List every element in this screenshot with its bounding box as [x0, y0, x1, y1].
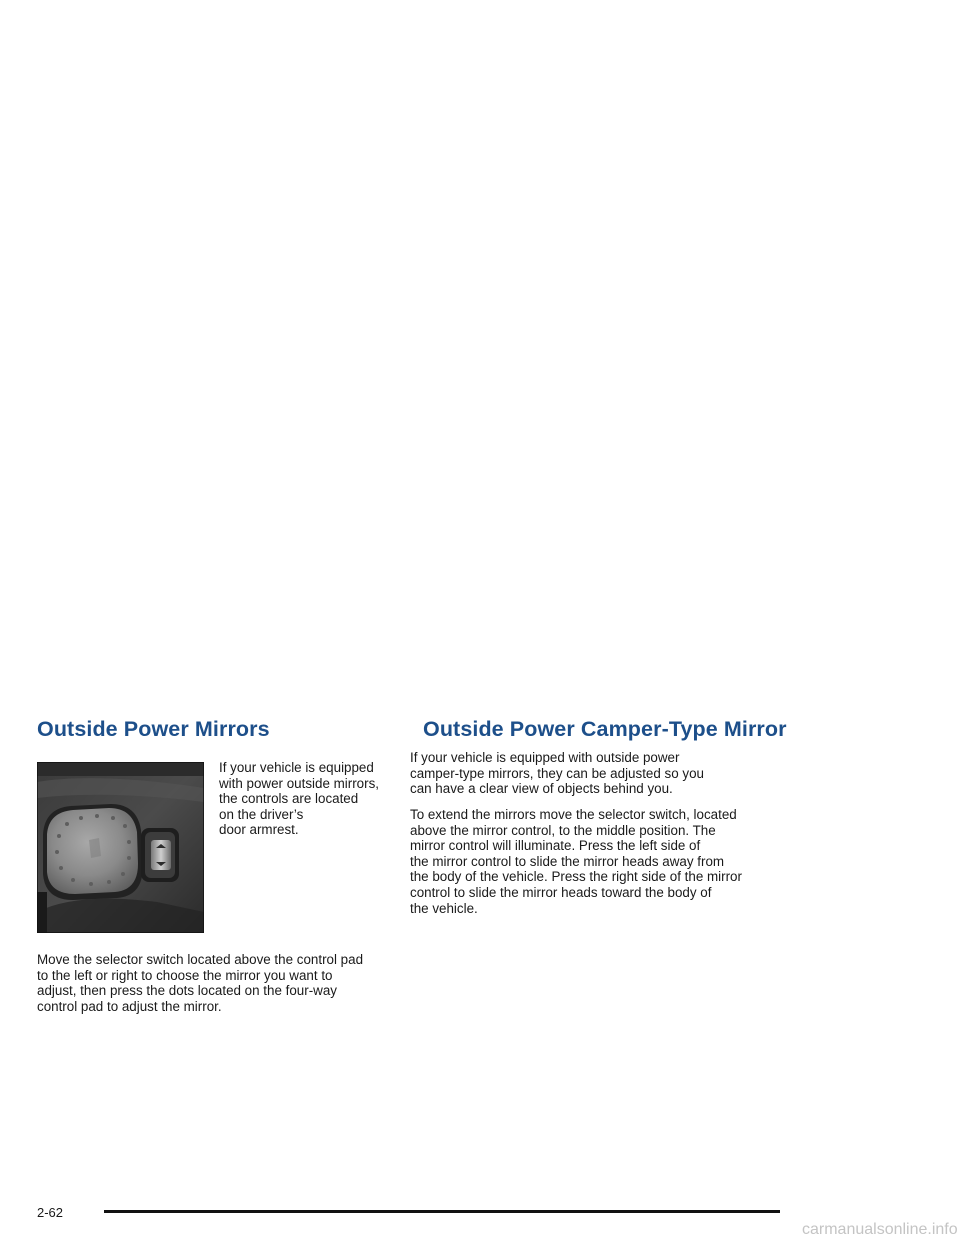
text-line: adjust, then press the dots located on the four-way [37, 983, 337, 999]
section-title-outside-power-mirrors: Outside Power Mirrors [37, 717, 270, 741]
watermark: carmanualsonline.info [802, 1221, 958, 1238]
camper-mirror-extend-paragraph [410, 807, 742, 916]
text-line: camper-type mirrors, they can be adjusted so you [410, 765, 704, 781]
text-line: on the driver’s [219, 806, 304, 822]
text-line: above the mirror control, to the middle position. The [410, 822, 716, 838]
selector-switch-paragraph [37, 952, 363, 1014]
mirror-intro-paragraph [219, 760, 379, 838]
text-line: the vehicle. [410, 900, 478, 916]
text-line: the body of the vehicle. Press the right side of the mirror [410, 869, 742, 885]
text-line: with power outside mirrors, [219, 775, 379, 791]
text-line: the mirror control to slide the mirror heads away from [410, 853, 725, 869]
camper-mirror-intro-paragraph [410, 750, 704, 797]
text-line: to the left or right to choose the mirror you want to [37, 967, 333, 983]
text-line: can have a clear view of objects behind you. [410, 781, 673, 797]
section-title-camper-mirror: Outside Power Camper-Type Mirror [423, 717, 787, 741]
text-line: If your vehicle is equipped [219, 760, 374, 775]
text-line: To extend the mirrors move the selector switch, located [410, 807, 737, 822]
text-line: the controls are located [219, 791, 359, 807]
footer-divider [104, 1210, 780, 1213]
text-line: door armrest. [219, 822, 299, 838]
text-line: mirror control will illuminate. Press the left side of [410, 838, 701, 854]
text-line: control pad to adjust the mirror. [37, 998, 222, 1014]
text-line: Move the selector switch located above the control pad [37, 952, 364, 967]
text-line: If your vehicle is equipped with outside power [410, 750, 680, 765]
page-number: 2-62 [37, 1205, 64, 1220]
mirror-control-photo [37, 762, 204, 933]
text-line: control to slide the mirror heads toward the body of [410, 884, 712, 900]
